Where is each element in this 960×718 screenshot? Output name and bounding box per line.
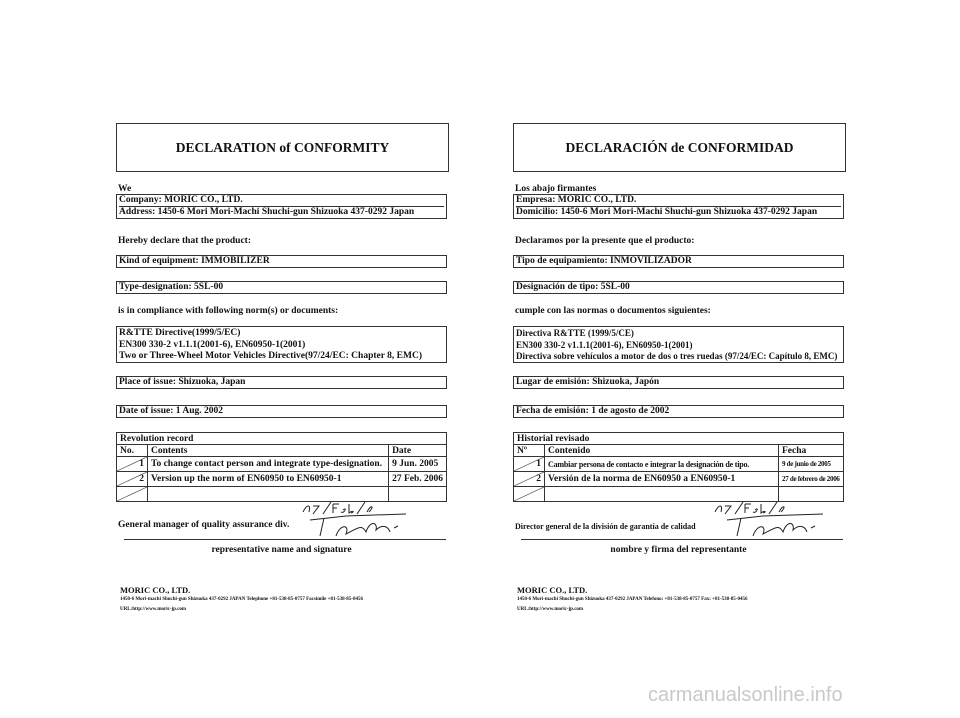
norm-line: EN300 330-2 v1.1.1(2001-6), EN60950-1(2001) (119, 339, 306, 350)
table-row (514, 472, 844, 487)
col-no: Nº (514, 445, 545, 457)
norm-line: Two or Three-Wheel Motor Vehicles Directive(97/24/EC: Chapter 8, EMC) (119, 351, 422, 361)
spanish-declaration (513, 0, 848, 718)
revision-table (513, 432, 844, 502)
page-title: DECLARATION of CONFORMITY (116, 123, 449, 172)
footer-address: 1450-6 Mori-machi Shuchi-gun Shizuoka 437-0292 JAPAN Telephone +81-538-85-0757 Facsimile +81-538-85-0456 (120, 597, 363, 602)
norms-box (116, 326, 447, 363)
row-date: 9 Jun. 2005 (389, 457, 447, 472)
signature-caption: nombre y firma del representante (610, 545, 747, 555)
we-label: Los abajo firmantes (515, 184, 597, 194)
footer-address: 1450-6 Mori-machi Shuchi-gun Shizuoka 437-0292 JAPAN Telefono: +81-538-85-0757 Fax: +81-538-85-0456 (517, 597, 748, 602)
company-line: Company: MORIC CO., LTD. (119, 195, 444, 207)
row-number: 1 (536, 459, 541, 469)
declare-text: Declaramos por la presente que el producto: (515, 236, 695, 246)
col-date: Date (389, 445, 447, 457)
row-date: 27 Feb. 2006 (389, 472, 447, 487)
company-box (116, 194, 447, 219)
compliance-text: is in compliance with following norm(s) or documents: (118, 306, 339, 316)
kind-of-equipment: Tipo de equipamiento: INMOVILIZADOR (513, 255, 844, 268)
table-row (117, 457, 447, 472)
col-date: Fecha (779, 445, 844, 457)
norm-line: EN300 330-2 v1.1.1(2001-6), EN60950-1(2001) (516, 339, 693, 350)
col-contents: Contenido (545, 445, 779, 457)
signature-caption: representative name and signature (211, 545, 352, 555)
signer-title: Director general de la división de garantía de calidad (515, 522, 696, 531)
kind-of-equipment: Kind of equipment: IMMOBILIZER (116, 255, 447, 268)
row-number-cell (514, 457, 545, 472)
row-contents: Version up the norm of EN60950 to EN60950-1 (148, 472, 389, 487)
table-row (117, 487, 447, 502)
declare-text: Hereby declare that the product: (118, 236, 251, 246)
row-date: 27 de febrero de 2006 (779, 472, 844, 487)
type-designation: Designación de tipo: 5SL-00 (513, 281, 844, 294)
revision-table (116, 432, 447, 502)
row-date (779, 487, 844, 502)
footer-company: MORIC CO., LTD. (120, 585, 191, 595)
norm-line: Directiva R&TTE (1999/5/CE) (516, 328, 634, 338)
signature (723, 510, 828, 540)
row-contents: Versión de la norma de EN60950 a EN60950-1 (545, 472, 779, 487)
address-line: Address: 1450-6 Mori Mori-Machi Shuchi-gun Shizuoka 437-0292 Japan (119, 207, 415, 217)
row-number-cell (117, 457, 148, 472)
row-date: 9 de junio de 2005 (779, 457, 844, 472)
row-number-cell (117, 472, 148, 487)
row-contents: Cambiar persona de contacto e integrar la designación de tipo. (545, 457, 779, 472)
row-contents: To change contact person and integrate type-designation. (148, 457, 389, 472)
date-of-issue: Date of issue: 1 Aug. 2002 (116, 405, 447, 418)
type-designation: Type-designation: 5SL-00 (116, 281, 447, 294)
col-no: No. (117, 445, 148, 457)
row-number: 2 (536, 474, 541, 484)
company-box (513, 194, 844, 219)
we-label: We (118, 184, 132, 194)
place-of-issue: Lugar de emisión: Shizuoka, Japón (513, 376, 844, 389)
col-contents: Contents (148, 445, 389, 457)
row-number: 1 (139, 459, 144, 469)
english-declaration (116, 0, 451, 718)
revision-title: Historial revisado (514, 433, 844, 445)
footer-company: MORIC CO., LTD. (517, 585, 588, 595)
date-of-issue: Fecha de emisión: 1 de agosto de 2002 (513, 405, 844, 418)
compliance-text: cumple con las normas o documentos siguientes: (515, 306, 711, 316)
norm-line: Directiva sobre vehículos a motor de dos o tres ruedas (97/24/EC: Capítulo 8, EMC) (516, 351, 838, 361)
page-title: DECLARACIÓN de CONFORMIDAD (513, 123, 846, 172)
signature-line (124, 539, 446, 540)
footer-url: URL:http://www.moric-jp.com (517, 607, 584, 612)
table-row (117, 472, 447, 487)
row-number-cell (514, 472, 545, 487)
signature (306, 510, 411, 540)
address-line: Domicilio: 1450-6 Mori Mori-Machi Shuchi-gun Shizuoka 437-0292 Japan (516, 207, 818, 217)
row-number-cell (514, 487, 545, 502)
company-line: Empresa: MORIC CO., LTD. (516, 195, 841, 207)
revision-title: Revolution record (117, 433, 447, 445)
table-row (514, 457, 844, 472)
table-row (514, 487, 844, 502)
watermark: carmanualsonline.info (648, 684, 843, 706)
row-number-cell (117, 487, 148, 502)
row-number: 2 (139, 474, 144, 484)
signature-line (521, 539, 843, 540)
row-date (389, 487, 447, 502)
norms-box (513, 326, 844, 363)
place-of-issue: Place of issue: Shizuoka, Japan (116, 376, 447, 389)
signer-title: General manager of quality assurance div. (118, 520, 290, 530)
footer-url: URL:http://www.moric-jp.com (120, 607, 187, 612)
norm-line: R&TTE Directive(1999/5/EC) (119, 328, 241, 338)
